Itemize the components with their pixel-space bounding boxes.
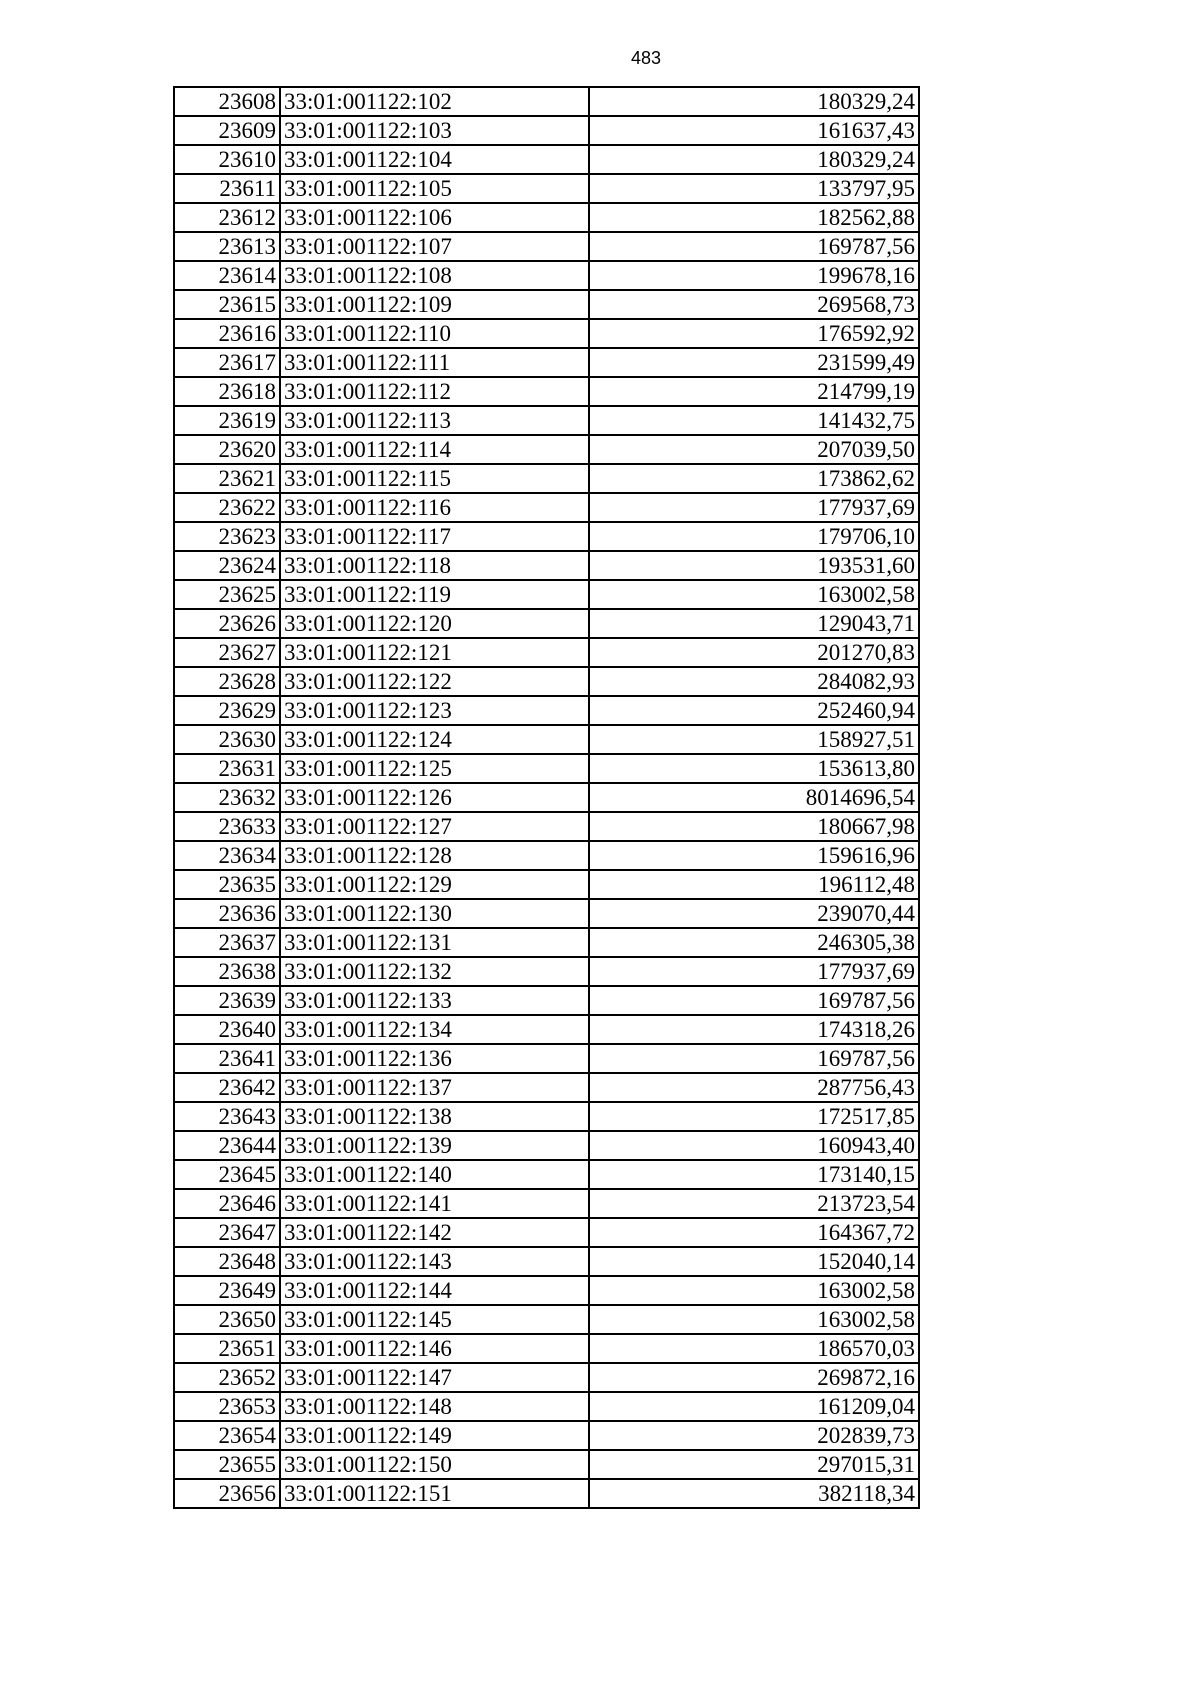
cadastral-number-cell: 33:01:001122:138	[280, 1102, 589, 1131]
row-number-cell: 23649	[174, 1276, 280, 1305]
value-cell: 246305,38	[589, 928, 919, 957]
table-row	[174, 1044, 919, 1073]
value-cell: 196112,48	[589, 870, 919, 899]
table-row	[174, 290, 919, 319]
value-cell: 180667,98	[589, 812, 919, 841]
table-row	[174, 899, 919, 928]
cadastral-number-cell: 33:01:001122:126	[280, 783, 589, 812]
value-cell: 169787,56	[589, 232, 919, 261]
value-cell: 172517,85	[589, 1102, 919, 1131]
row-number-cell: 23641	[174, 1044, 280, 1073]
cadastral-number-cell: 33:01:001122:151	[280, 1479, 589, 1508]
row-number-cell: 23632	[174, 783, 280, 812]
value-cell: 174318,26	[589, 1015, 919, 1044]
row-number-cell: 23635	[174, 870, 280, 899]
row-number-cell: 23634	[174, 841, 280, 870]
row-number-cell: 23633	[174, 812, 280, 841]
cadastral-number-cell: 33:01:001122:140	[280, 1160, 589, 1189]
row-number-cell: 23644	[174, 1131, 280, 1160]
cadastral-number-cell: 33:01:001122:124	[280, 725, 589, 754]
row-number-cell: 23622	[174, 493, 280, 522]
table-row	[174, 1189, 919, 1218]
value-cell: 158927,51	[589, 725, 919, 754]
table-row	[174, 116, 919, 145]
row-number-cell: 23640	[174, 1015, 280, 1044]
row-number-cell: 23610	[174, 145, 280, 174]
row-number-cell: 23617	[174, 348, 280, 377]
cadastral-number-cell: 33:01:001122:109	[280, 290, 589, 319]
table-row	[174, 145, 919, 174]
value-cell: 141432,75	[589, 406, 919, 435]
row-number-cell: 23615	[174, 290, 280, 319]
value-cell: 193531,60	[589, 551, 919, 580]
cadastral-number-cell: 33:01:001122:131	[280, 928, 589, 957]
value-cell: 160943,40	[589, 1131, 919, 1160]
cadastral-number-cell: 33:01:001122:113	[280, 406, 589, 435]
value-cell: 176592,92	[589, 319, 919, 348]
table-row	[174, 638, 919, 667]
cadastral-number-cell: 33:01:001122:112	[280, 377, 589, 406]
value-cell: 177937,69	[589, 493, 919, 522]
value-cell: 169787,56	[589, 986, 919, 1015]
row-number-cell: 23629	[174, 696, 280, 725]
table-row	[174, 435, 919, 464]
row-number-cell: 23621	[174, 464, 280, 493]
cadastral-number-cell: 33:01:001122:139	[280, 1131, 589, 1160]
cadastral-number-cell: 33:01:001122:122	[280, 667, 589, 696]
row-number-cell: 23609	[174, 116, 280, 145]
table-row	[174, 1421, 919, 1450]
table-row	[174, 1247, 919, 1276]
value-cell: 177937,69	[589, 957, 919, 986]
value-cell: 161637,43	[589, 116, 919, 145]
value-cell: 163002,58	[589, 1276, 919, 1305]
value-cell: 199678,16	[589, 261, 919, 290]
row-number-cell: 23624	[174, 551, 280, 580]
table-row	[174, 783, 919, 812]
cadastral-number-cell: 33:01:001122:134	[280, 1015, 589, 1044]
value-cell: 269872,16	[589, 1363, 919, 1392]
cadastral-number-cell: 33:01:001122:111	[280, 348, 589, 377]
row-number-cell: 23630	[174, 725, 280, 754]
value-cell: 159616,96	[589, 841, 919, 870]
cadastral-number-cell: 33:01:001122:120	[280, 609, 589, 638]
cadastral-number-cell: 33:01:001122:114	[280, 435, 589, 464]
row-number-cell: 23653	[174, 1392, 280, 1421]
value-cell: 179706,10	[589, 522, 919, 551]
value-cell: 152040,14	[589, 1247, 919, 1276]
cadastral-number-cell: 33:01:001122:141	[280, 1189, 589, 1218]
row-number-cell: 23643	[174, 1102, 280, 1131]
row-number-cell: 23636	[174, 899, 280, 928]
row-number-cell: 23608	[174, 87, 280, 116]
table-row	[174, 580, 919, 609]
table-row	[174, 609, 919, 638]
table-row	[174, 261, 919, 290]
value-cell: 180329,24	[589, 87, 919, 116]
table-row	[174, 1131, 919, 1160]
table-row	[174, 348, 919, 377]
cadastral-number-cell: 33:01:001122:105	[280, 174, 589, 203]
row-number-cell: 23628	[174, 667, 280, 696]
row-number-cell: 23645	[174, 1160, 280, 1189]
value-cell: 231599,49	[589, 348, 919, 377]
cadastral-number-cell: 33:01:001122:107	[280, 232, 589, 261]
value-cell: 129043,71	[589, 609, 919, 638]
cadastral-number-cell: 33:01:001122:144	[280, 1276, 589, 1305]
cadastral-number-cell: 33:01:001122:104	[280, 145, 589, 174]
cadastral-number-cell: 33:01:001122:136	[280, 1044, 589, 1073]
value-cell: 163002,58	[589, 580, 919, 609]
row-number-cell: 23616	[174, 319, 280, 348]
table-row	[174, 551, 919, 580]
table-row	[174, 957, 919, 986]
value-cell: 153613,80	[589, 754, 919, 783]
table-row	[174, 203, 919, 232]
cadastral-number-cell: 33:01:001122:103	[280, 116, 589, 145]
cadastral-number-cell: 33:01:001122:143	[280, 1247, 589, 1276]
value-cell: 133797,95	[589, 174, 919, 203]
value-cell: 239070,44	[589, 899, 919, 928]
row-number-cell: 23627	[174, 638, 280, 667]
table-row	[174, 377, 919, 406]
row-number-cell: 23614	[174, 261, 280, 290]
row-number-cell: 23647	[174, 1218, 280, 1247]
value-cell: 297015,31	[589, 1450, 919, 1479]
value-cell: 207039,50	[589, 435, 919, 464]
table-row	[174, 1276, 919, 1305]
table-row	[174, 1450, 919, 1479]
table-row	[174, 1479, 919, 1508]
value-cell: 214799,19	[589, 377, 919, 406]
value-cell: 169787,56	[589, 1044, 919, 1073]
table-row	[174, 1073, 919, 1102]
row-number-cell: 23637	[174, 928, 280, 957]
table-row	[174, 812, 919, 841]
cadastral-number-cell: 33:01:001122:148	[280, 1392, 589, 1421]
table-row	[174, 1015, 919, 1044]
row-number-cell: 23648	[174, 1247, 280, 1276]
cadastral-number-cell: 33:01:001122:106	[280, 203, 589, 232]
row-number-cell: 23639	[174, 986, 280, 1015]
cadastral-number-cell: 33:01:001122:147	[280, 1363, 589, 1392]
cadastral-value-table	[173, 86, 920, 1509]
row-number-cell: 23619	[174, 406, 280, 435]
row-number-cell: 23620	[174, 435, 280, 464]
cadastral-number-cell: 33:01:001122:110	[280, 319, 589, 348]
cadastral-number-cell: 33:01:001122:117	[280, 522, 589, 551]
table-row	[174, 87, 919, 116]
table-row	[174, 754, 919, 783]
value-cell: 213723,54	[589, 1189, 919, 1218]
cadastral-number-cell: 33:01:001122:102	[280, 87, 589, 116]
table-row	[174, 986, 919, 1015]
value-cell: 173140,15	[589, 1160, 919, 1189]
row-number-cell: 23612	[174, 203, 280, 232]
value-cell: 161209,04	[589, 1392, 919, 1421]
cadastral-number-cell: 33:01:001122:129	[280, 870, 589, 899]
row-number-cell: 23638	[174, 957, 280, 986]
value-cell: 201270,83	[589, 638, 919, 667]
value-cell: 284082,93	[589, 667, 919, 696]
cadastral-number-cell: 33:01:001122:149	[280, 1421, 589, 1450]
cadastral-number-cell: 33:01:001122:133	[280, 986, 589, 1015]
cadastral-number-cell: 33:01:001122:119	[280, 580, 589, 609]
row-number-cell: 23613	[174, 232, 280, 261]
cadastral-number-cell: 33:01:001122:116	[280, 493, 589, 522]
value-cell: 287756,43	[589, 1073, 919, 1102]
table-row	[174, 1160, 919, 1189]
row-number-cell: 23625	[174, 580, 280, 609]
row-number-cell: 23652	[174, 1363, 280, 1392]
cadastral-number-cell: 33:01:001122:146	[280, 1334, 589, 1363]
value-cell: 163002,58	[589, 1305, 919, 1334]
cadastral-number-cell: 33:01:001122:150	[280, 1450, 589, 1479]
row-number-cell: 23646	[174, 1189, 280, 1218]
table-row	[174, 1334, 919, 1363]
cadastral-number-cell: 33:01:001122:115	[280, 464, 589, 493]
value-cell: 252460,94	[589, 696, 919, 725]
table-row	[174, 232, 919, 261]
row-number-cell: 23618	[174, 377, 280, 406]
cadastral-number-cell: 33:01:001122:121	[280, 638, 589, 667]
value-cell: 180329,24	[589, 145, 919, 174]
cadastral-number-cell: 33:01:001122:137	[280, 1073, 589, 1102]
table-row	[174, 667, 919, 696]
cadastral-number-cell: 33:01:001122:145	[280, 1305, 589, 1334]
table-row	[174, 464, 919, 493]
row-number-cell: 23650	[174, 1305, 280, 1334]
table-row	[174, 696, 919, 725]
cadastral-number-cell: 33:01:001122:142	[280, 1218, 589, 1247]
cadastral-number-cell: 33:01:001122:130	[280, 899, 589, 928]
cadastral-number-cell: 33:01:001122:123	[280, 696, 589, 725]
row-number-cell: 23611	[174, 174, 280, 203]
table-row	[174, 841, 919, 870]
cadastral-number-cell: 33:01:001122:127	[280, 812, 589, 841]
table-row	[174, 1363, 919, 1392]
row-number-cell: 23655	[174, 1450, 280, 1479]
table-row	[174, 493, 919, 522]
row-number-cell: 23626	[174, 609, 280, 638]
table-body	[174, 87, 919, 1508]
value-cell: 269568,73	[589, 290, 919, 319]
value-cell: 164367,72	[589, 1218, 919, 1247]
cadastral-number-cell: 33:01:001122:118	[280, 551, 589, 580]
value-cell: 202839,73	[589, 1421, 919, 1450]
table-row	[174, 319, 919, 348]
table-row	[174, 870, 919, 899]
row-number-cell: 23651	[174, 1334, 280, 1363]
table-row	[174, 522, 919, 551]
value-cell: 173862,62	[589, 464, 919, 493]
row-number-cell: 23642	[174, 1073, 280, 1102]
row-number-cell: 23631	[174, 754, 280, 783]
value-cell: 182562,88	[589, 203, 919, 232]
cadastral-number-cell: 33:01:001122:108	[280, 261, 589, 290]
table-row	[174, 928, 919, 957]
cadastral-number-cell: 33:01:001122:125	[280, 754, 589, 783]
table-row	[174, 406, 919, 435]
table-row	[174, 1305, 919, 1334]
table-row	[174, 725, 919, 754]
row-number-cell: 23654	[174, 1421, 280, 1450]
table-row	[174, 1102, 919, 1131]
row-number-cell: 23623	[174, 522, 280, 551]
value-cell: 8014696,54	[589, 783, 919, 812]
cadastral-number-cell: 33:01:001122:132	[280, 957, 589, 986]
cadastral-number-cell: 33:01:001122:128	[280, 841, 589, 870]
row-number-cell: 23656	[174, 1479, 280, 1508]
page-number: 483	[630, 48, 662, 68]
value-cell: 382118,34	[589, 1479, 919, 1508]
table-row	[174, 1392, 919, 1421]
value-cell: 186570,03	[589, 1334, 919, 1363]
table-row	[174, 174, 919, 203]
table-row	[174, 1218, 919, 1247]
